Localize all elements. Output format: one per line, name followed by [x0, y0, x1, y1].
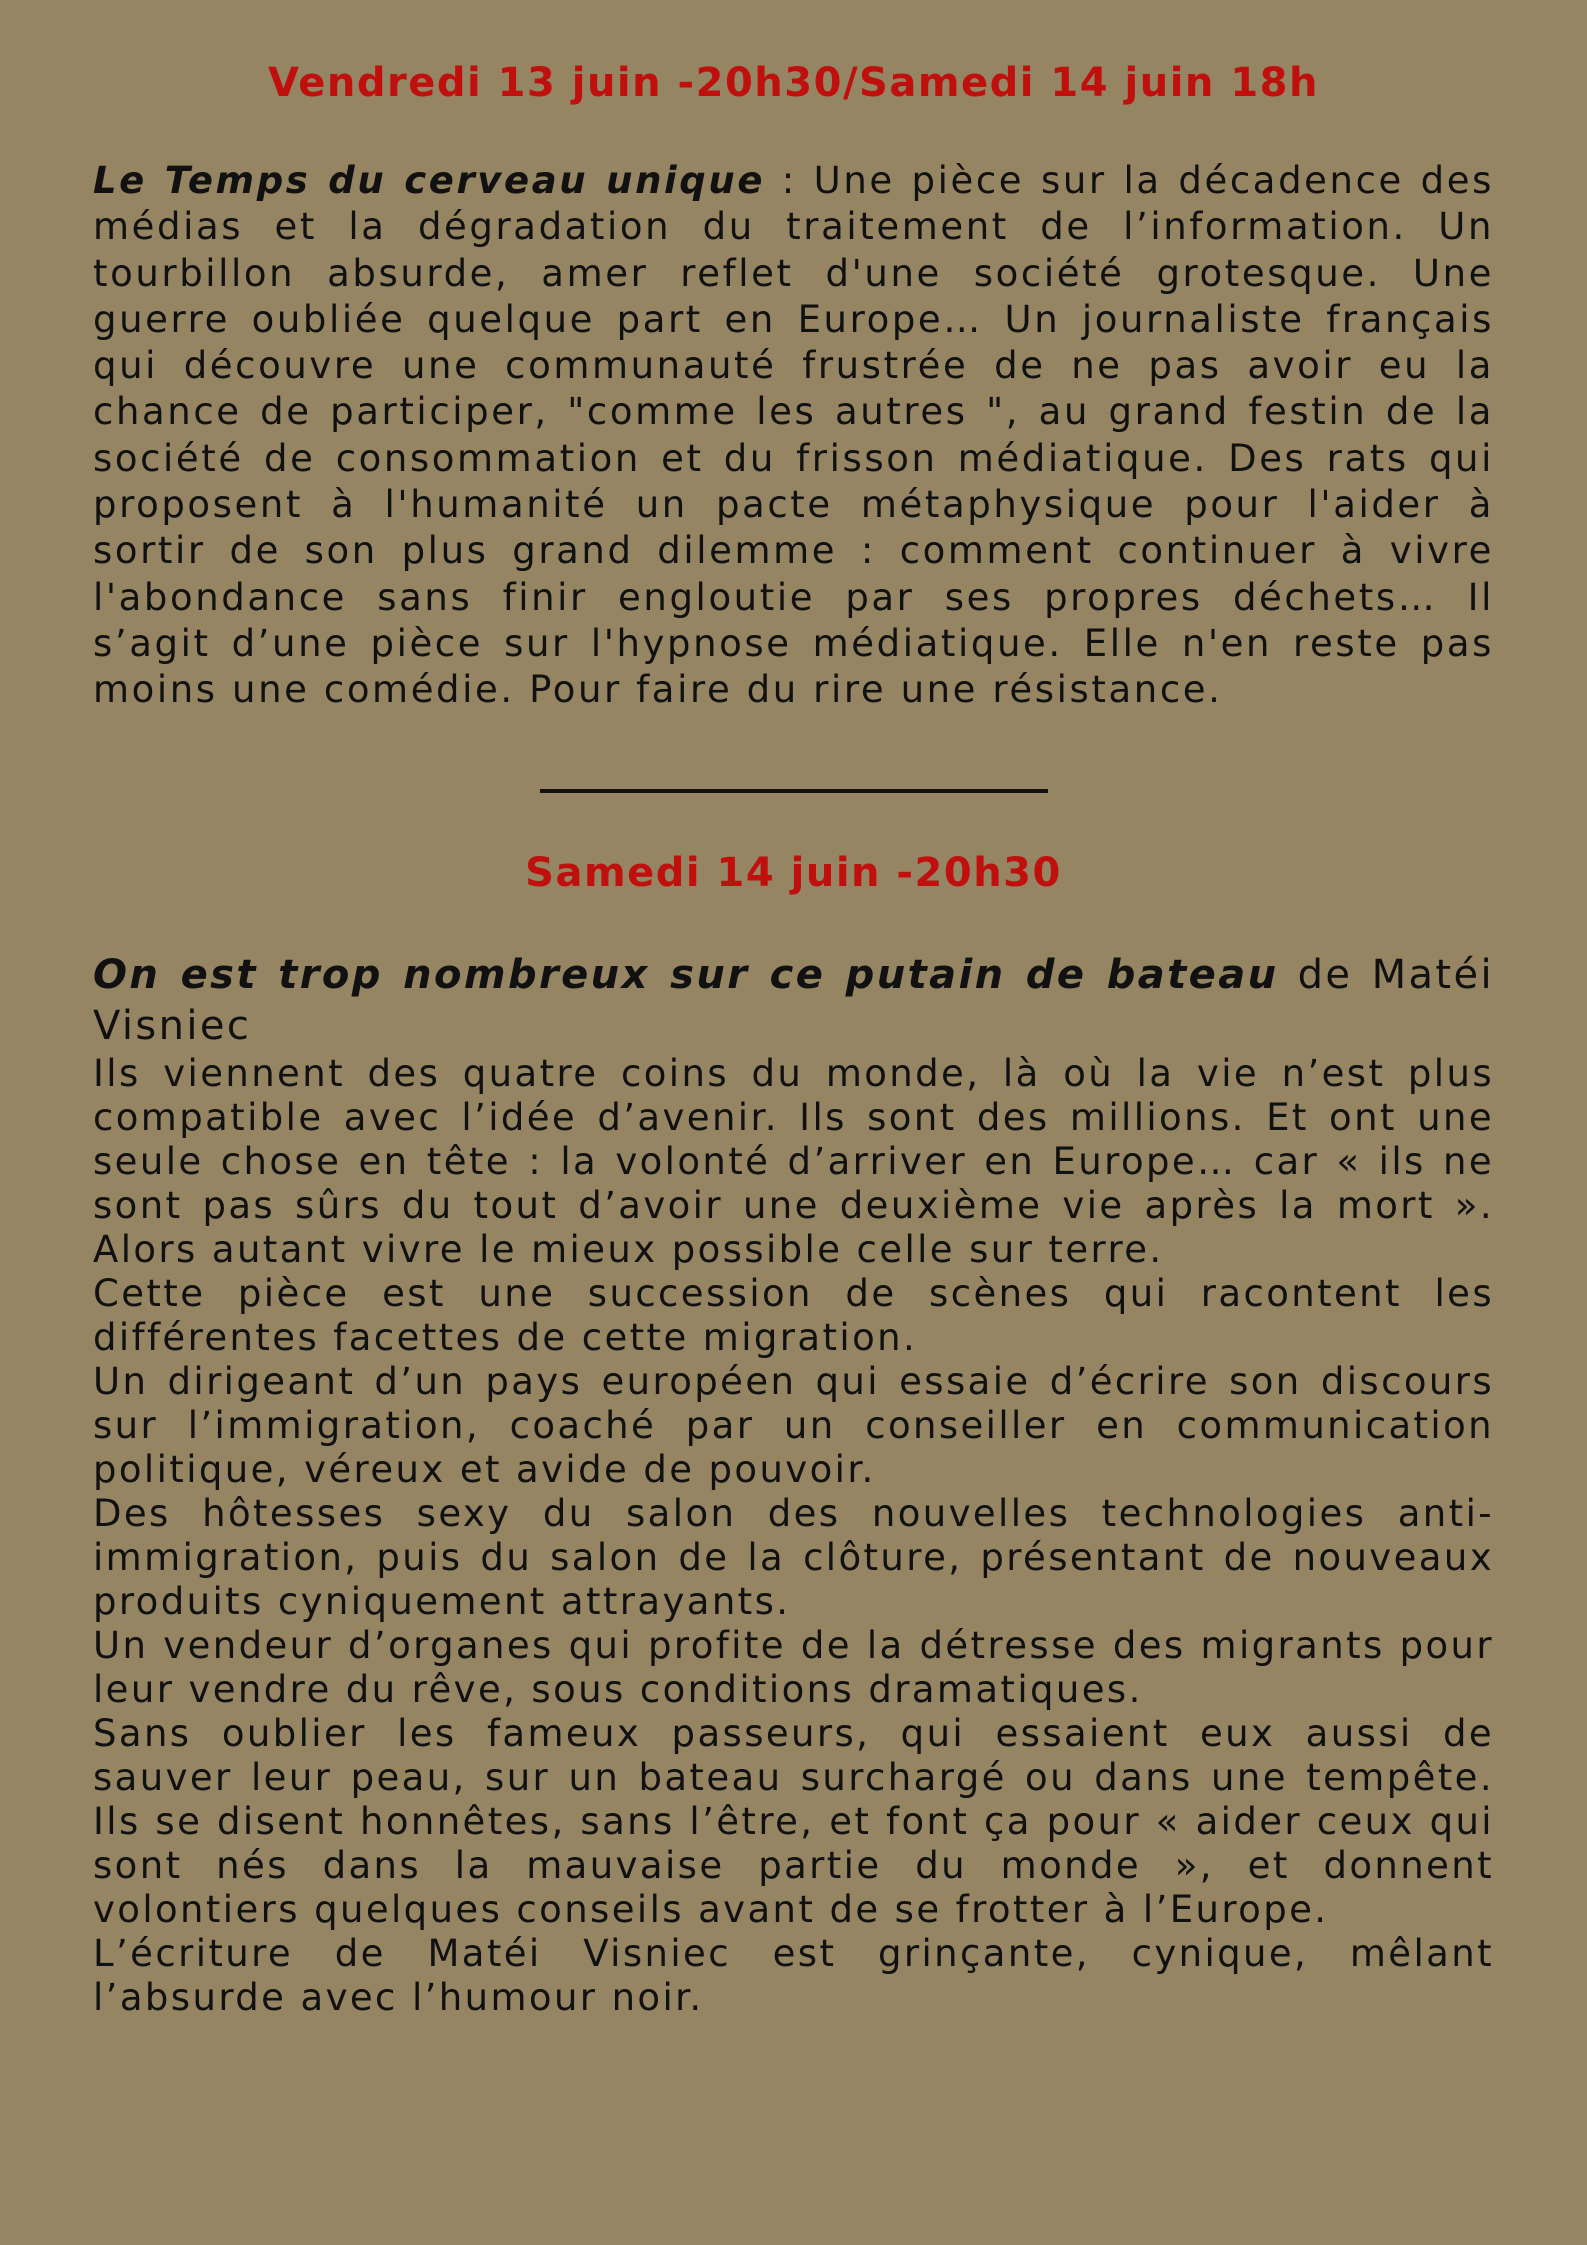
event-2-paragraph: Des hôtesses sexy du salon des nouvelles technologies anti-immigration, puis du salon de la clôture, présentant de nouveaux produits cyniquement attrayants.	[93, 1491, 1494, 1623]
event-2-paragraph: L’écriture de Matéi Visniec est grinçante, cynique, mêlant l’absurde avec l’humour noir.	[93, 1931, 1494, 2019]
event-1-date: Vendredi 13 juin -20h30/Samedi 14 juin 18h	[268, 60, 1319, 106]
section-divider	[540, 789, 1048, 793]
event-2-title: On est trop nombreux sur ce putain de bateau	[93, 951, 1279, 998]
event-2-paragraph: Cette pièce est une succession de scènes qui racontent les différentes facettes de cette migration.	[93, 1271, 1494, 1359]
event-2-date: Samedi 14 juin -20h30	[525, 849, 1062, 896]
event-2-author: de Matéi Visniec	[93, 951, 1494, 1049]
event-1-title: Le Temps du cerveau unique	[93, 159, 766, 202]
event-2-section	[93, 848, 1494, 2020]
event-1-text	[93, 158, 1494, 714]
event-1-description: : Une pièce sur la décadence des médias et la dégradation du traitement de l’information. Un tourbillon absurde, amer reflet d'une société grotesque. Une guerre oubliée quelque part en Europe… Un journaliste français qui découvre une communauté frustrée de ne pas avoir eu la chance de participer, "comme les autres ", au grand festin de la société de consommation et du frisson médiatique. Des rats qui proposent à l'humanité un pacte métaphysique pour l'aider à sortir de son plus grand dilemme : comment continuer à vivre l'abondance sans finir engloutie par ses propres déchets… Il s’agit d’une pièce sur l'hypnose médiatique. Elle n'en reste pas moins une comédie. Pour faire du rire une résistance.	[93, 159, 1494, 712]
event-2-paragraph: Sans oublier les fameux passeurs, qui essaient eux aussi de sauver leur peau, sur un bateau surchargé ou dans une tempête. Ils se disent honnêtes, sans l’être, et font ça pour « aider ceux qui sont nés dans la mauvaise partie du monde », et donnent volontiers quelques conseils avant de se frotter à l’Europe.	[93, 1711, 1494, 1931]
event-1-section	[93, 58, 1494, 714]
event-2-paragraph: Ils viennent des quatre coins du monde, là où la vie n’est plus compatible avec l’idée d’avenir. Ils sont des millions. Et ont une seule chose en tête : la volonté d’arriver en Europe… car « ils ne sont pas sûrs du tout d’avoir une deuxième vie après la mort ». Alors autant vivre le mieux possible celle sur terre.	[93, 1051, 1494, 1271]
event-2-title-line	[93, 950, 1494, 1052]
event-2-paragraph: Un vendeur d’organes qui profite de la détresse des migrants pour leur vendre du rêve, sous conditions dramatiques.	[93, 1623, 1494, 1711]
event-2-paragraph: Un dirigeant d’un pays européen qui essaie d’écrire son discours sur l’immigration, coaché par un conseiller en communication politique, véreux et avide de pouvoir.	[93, 1359, 1494, 1491]
